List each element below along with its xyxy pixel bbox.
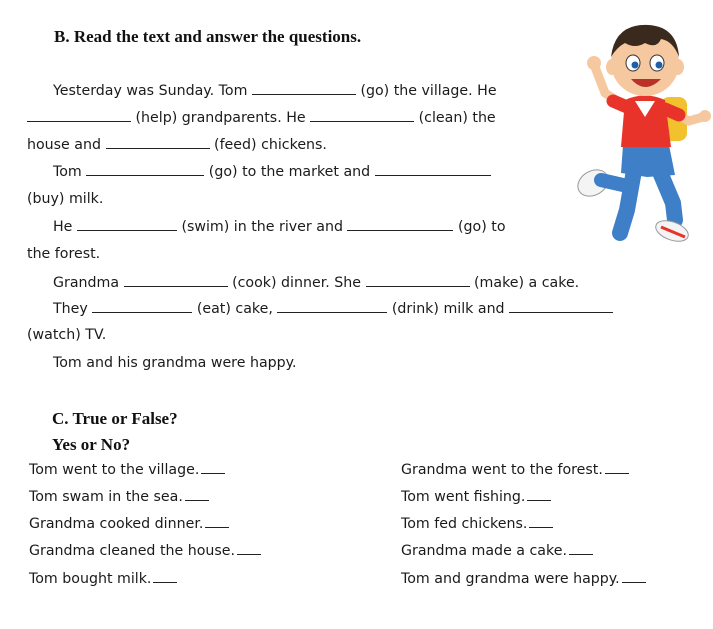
statement-right-2 xyxy=(401,488,551,505)
answer-blank[interactable] xyxy=(527,488,551,501)
statement-text: Tom went fishing. xyxy=(401,489,526,505)
statement-text: Grandma cooked dinner. xyxy=(29,516,204,532)
answer-blank[interactable] xyxy=(529,515,553,528)
statement-text: Tom bought milk. xyxy=(29,571,152,587)
text-line-6 xyxy=(53,218,506,235)
statement-right-5 xyxy=(401,570,646,587)
text-line-9 xyxy=(53,300,613,317)
text-fragment: (swim) in the river and xyxy=(181,219,343,235)
section-c-subtitle: Yes or No? xyxy=(52,435,131,454)
text-fragment: (drink) milk and xyxy=(391,301,505,317)
answer-blank[interactable] xyxy=(310,109,414,122)
text-fragment: (cook) dinner. She xyxy=(232,275,361,291)
statement-right-1 xyxy=(401,461,629,478)
answer-blank[interactable] xyxy=(201,461,225,474)
statement-left-4 xyxy=(29,542,261,559)
text-fragment: (go) the village. He xyxy=(360,83,497,99)
answer-blank[interactable] xyxy=(375,163,491,176)
text-fragment: the forest. xyxy=(27,246,101,262)
text-line-11 xyxy=(53,355,297,371)
statement-text: Tom went to the village. xyxy=(29,462,200,478)
text-fragment: (help) grandparents. He xyxy=(135,110,306,126)
text-fragment: Tom xyxy=(53,164,82,180)
text-fragment: (eat) cake, xyxy=(196,301,273,317)
text-fragment: (feed) chickens. xyxy=(214,137,327,153)
text-fragment: (go) to xyxy=(457,219,506,235)
text-fragment: Grandma xyxy=(53,275,120,291)
text-fragment: They xyxy=(53,301,88,317)
text-line-3 xyxy=(27,136,327,153)
answer-blank[interactable] xyxy=(622,570,646,583)
text-line-1 xyxy=(53,82,497,99)
statement-right-3 xyxy=(401,515,553,532)
answer-blank[interactable] xyxy=(252,82,356,95)
text-line-7 xyxy=(27,246,100,262)
answer-blank[interactable] xyxy=(366,274,470,287)
statement-text: Tom swam in the sea. xyxy=(29,489,183,505)
text-fragment: (watch) TV. xyxy=(27,327,107,343)
text-line-10 xyxy=(27,327,106,343)
answer-blank[interactable] xyxy=(605,461,629,474)
section-c-title: C. True or False? xyxy=(52,409,178,428)
text-line-8 xyxy=(53,274,579,291)
statement-text: Tom fed chickens. xyxy=(401,516,528,532)
statement-left-5 xyxy=(29,570,177,587)
statement-text: Grandma went to the forest. xyxy=(401,462,603,478)
text-fragment: Yesterday was Sunday. Tom xyxy=(53,83,248,99)
answer-blank[interactable] xyxy=(27,109,131,122)
statement-left-2 xyxy=(29,488,209,505)
answer-blank[interactable] xyxy=(205,515,229,528)
answer-blank[interactable] xyxy=(509,300,613,313)
text-line-2 xyxy=(27,109,496,126)
statement-text: Grandma made a cake. xyxy=(401,543,567,559)
answer-blank[interactable] xyxy=(153,570,177,583)
statement-left-1 xyxy=(29,461,225,478)
text-fragment: house and xyxy=(27,137,101,153)
text-fragment: (buy) milk. xyxy=(27,191,104,207)
answer-blank[interactable] xyxy=(77,218,177,231)
statement-text: Tom and grandma were happy. xyxy=(401,571,620,587)
answer-blank[interactable] xyxy=(86,163,204,176)
text-fragment: (clean) the xyxy=(418,110,496,126)
text-fragment: He xyxy=(53,219,73,235)
answer-blank[interactable] xyxy=(106,136,210,149)
answer-blank[interactable] xyxy=(185,488,209,501)
cartoon-boy-icon xyxy=(565,5,713,250)
section-b-title: B. Read the text and answer the questions. xyxy=(54,27,362,46)
text-line-4 xyxy=(53,163,491,180)
statement-text: Grandma cleaned the house. xyxy=(29,543,236,559)
text-fragment: (go) to the market and xyxy=(208,164,371,180)
answer-blank[interactable] xyxy=(569,542,593,555)
answer-blank[interactable] xyxy=(124,274,228,287)
answer-blank[interactable] xyxy=(92,300,192,313)
answer-blank[interactable] xyxy=(347,218,453,231)
text-fragment: (make) a cake. xyxy=(474,275,580,291)
answer-blank[interactable] xyxy=(237,542,261,555)
statement-left-3 xyxy=(29,515,229,532)
text-line-5 xyxy=(27,191,103,207)
statement-right-4 xyxy=(401,542,593,559)
text-fragment: Tom and his grandma were happy. xyxy=(53,355,297,371)
answer-blank[interactable] xyxy=(277,300,387,313)
